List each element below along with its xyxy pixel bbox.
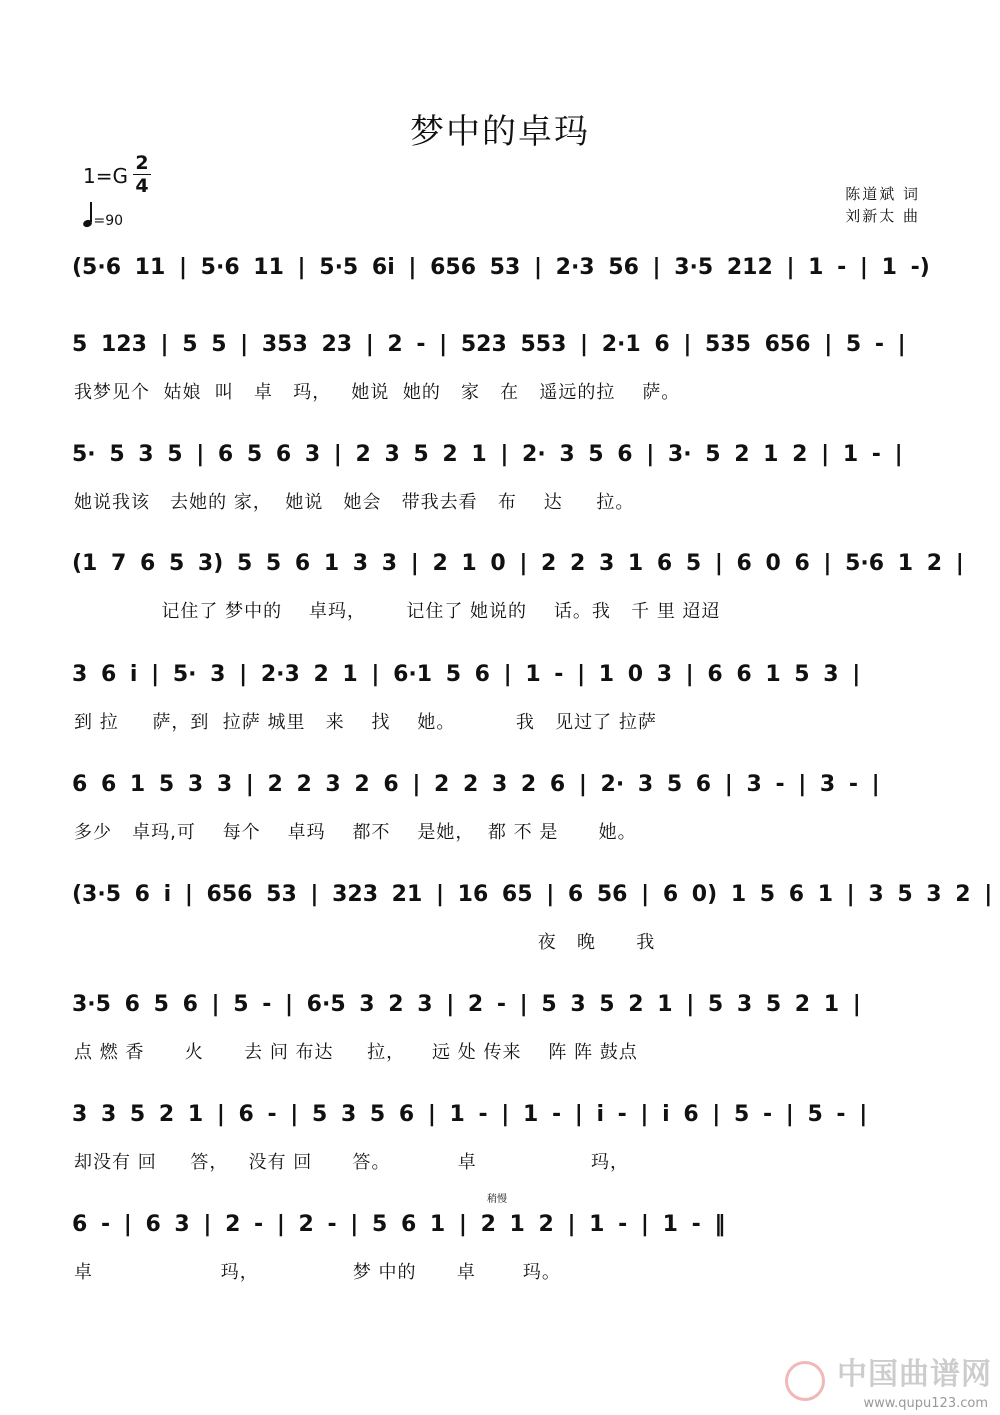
notation-line: 3 6 i | 5· 3 | 2·3 2 1 | 6·1 5 6 | 1 - | 1 0 3 | 6 6 1 5 3 | bbox=[72, 662, 861, 687]
notation-line: 6 6 1 5 3 3 | 2 2 3 2 6 | 2 2 3 2 6 | 2· 3 5 6 | 3 - | 3 - | bbox=[72, 772, 880, 797]
notation-line: 5 123 | 5 5 | 353 23 | 2 - | 523 553 | 2·1 6 | 535 656 | 5 - | bbox=[72, 332, 906, 357]
notation-line: (1 7 6 5 3) 5 5 6 1 3 3 | 2 1 0 | 2 2 3 1 6 5 | 6 0 6 | 5·6 1 2 | bbox=[72, 551, 964, 576]
lyric-line: 卓 玛， 梦 中的 卓 玛。 bbox=[74, 1262, 561, 1283]
lyric-line: 记住了 梦中的 卓玛， 记住了 她说的 话。我 千 里 迢迢 bbox=[74, 601, 721, 622]
notation-line: (3·5 6 i | 656 53 | 323 21 | 16 65 | 6 56 | 6 0) 1 5 6 1 | 3 5 3 2 | bbox=[72, 882, 993, 907]
watermark bbox=[790, 1355, 1000, 1415]
key-signature: 1=G bbox=[83, 164, 128, 188]
notation-line: 3·5 6 5 6 | 5 - | 6·5 3 2 3 | 2 - | 5 3 5 2 1 | 5 3 5 2 1 | bbox=[72, 992, 861, 1017]
notation-line: 5· 5 3 5 | 6 5 6 3 | 2 3 5 2 1 | 2· 3 5 6 | 3· 5 2 1 2 | 1 - | bbox=[72, 442, 903, 467]
notation-line: (5·6 11 | 5·6 11 | 5·5 6i | 656 53 | 2·3 56 | 3·5 212 | 1 - | 1 -) bbox=[72, 255, 930, 280]
notation-line: 6 - | 6 3 | 2 - | 2 - | 5 6 1 | 2 1 2 | 1 - | 1 - ‖ bbox=[72, 1212, 726, 1237]
lyric-line: 她说我该 去她的 家， 她说 她会 带我去看 布 达 拉。 bbox=[74, 492, 635, 513]
lyricist: 陈道斌 词 bbox=[845, 185, 920, 203]
lyric-line: 我梦见个 姑娘 叫 卓 玛， 她说 她的 家 在 遥远的拉 萨。 bbox=[74, 382, 681, 403]
credits bbox=[845, 183, 920, 227]
lyric-line: 点 燃 香 火 去 问 布达 拉， 远 处 传来 阵 阵 鼓点 bbox=[74, 1042, 638, 1063]
meter-bottom: 4 bbox=[135, 175, 149, 197]
lyric-line: 多少 卓玛,可 每个 卓玛 都不 是她， 都 不 是 她。 bbox=[74, 822, 637, 843]
tempo-text: 稍慢 bbox=[487, 1194, 507, 1205]
tempo-marking: =90 bbox=[83, 205, 123, 229]
lyric-line: 夜 晚 我 bbox=[74, 932, 656, 953]
page-title: 梦中的卓玛 bbox=[410, 112, 590, 152]
watermark-url: www.qupu123.com bbox=[863, 1396, 988, 1411]
notation-line: 3 3 5 2 1 | 6 - | 5 3 5 6 | 1 - | 1 - | i - | i 6 | 5 - | 5 - | bbox=[72, 1102, 868, 1127]
lyric-line: 到 拉 萨，到 拉萨 城里 来 找 她。 我 见过了 拉萨 bbox=[74, 712, 657, 733]
time-signature bbox=[133, 153, 151, 196]
watermark-logo-icon bbox=[785, 1361, 825, 1401]
watermark-text: 中国曲谱网 bbox=[837, 1357, 992, 1392]
meter-top: 2 bbox=[135, 152, 149, 174]
composer: 刘新太 曲 bbox=[845, 207, 920, 225]
lyric-line: 却没有 回 答， 没有 回 答。 卓 玛， bbox=[74, 1152, 630, 1173]
